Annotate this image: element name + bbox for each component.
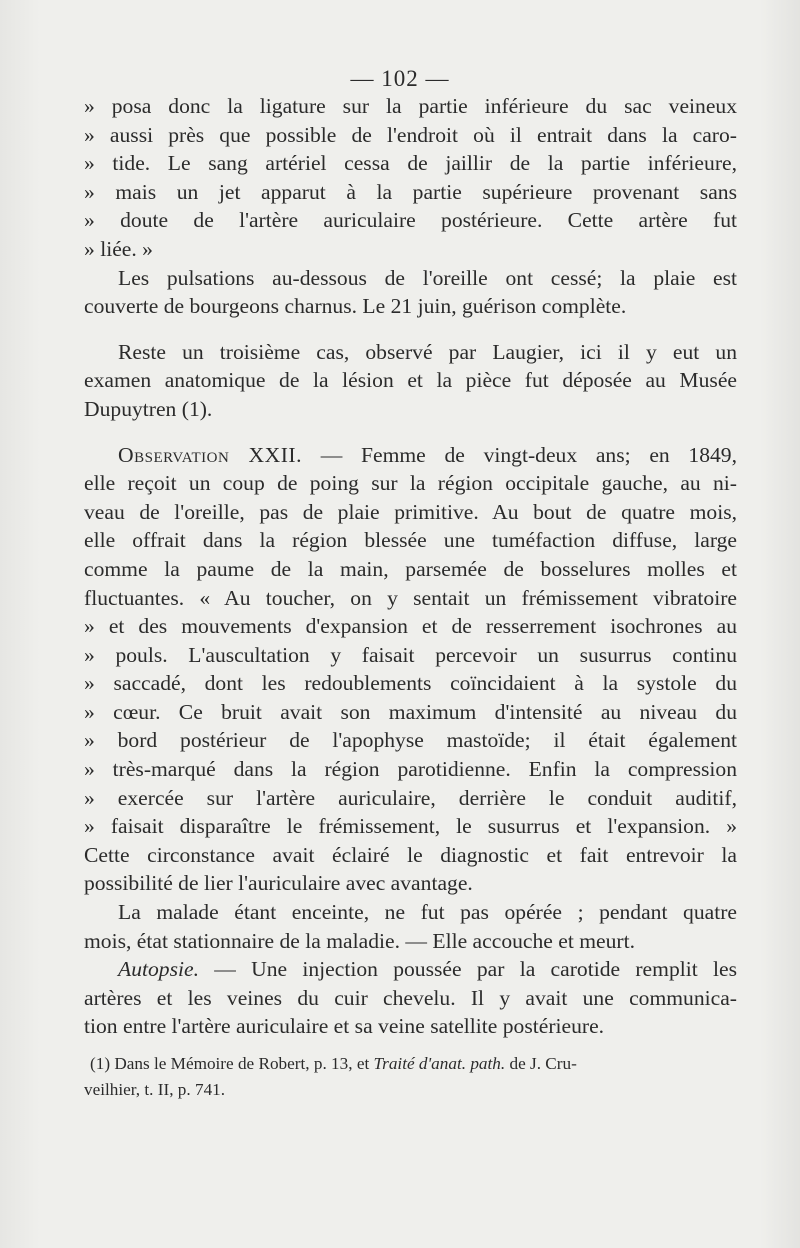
text-line: » saccadé, dont les redoublements coïncidaient à la systole du [84, 671, 737, 696]
text-line: examen anatomique de la lésion et la pièce fut déposée au Musée [84, 368, 737, 393]
text-line [84, 441, 737, 470]
text-line: couverte de bourgeons charnus. Le 21 juin, guérison complète. [84, 294, 627, 319]
text-line: elle offrait dans la région blessée une tuméfaction diffuse, large [84, 528, 737, 553]
page-number: — 102 — [350, 66, 450, 91]
text-line: La malade étant enceinte, ne fut pas opérée ; pendant quatre [118, 900, 737, 925]
text-line: » aussi près que possible de l'endroit où il entrait dans la caro- [84, 122, 737, 147]
autopsy-heading: Autopsie. [118, 957, 199, 982]
footnote [84, 1051, 737, 1103]
text-line: » exercée sur l'artère auriculaire, derrière le conduit auditif, [84, 785, 737, 810]
text-line: » posa donc la ligature sur la partie inférieure du sac veineux [84, 94, 737, 118]
footnote-text: (1) Dans le Mémoire de Robert, p. 13, et [90, 1054, 374, 1073]
text-line: Dupuytren (1). [84, 396, 213, 421]
text-line: veau de l'oreille, pas de plaie primitive. Au bout de quatre mois, [84, 499, 737, 524]
text-line: mois, état stationnaire de la maladie. — Elle accouche et meurt. [84, 928, 636, 953]
paragraph-pulsations [84, 264, 737, 321]
text-line: » très-marqué dans la région parotidienne. Enfin la compression [84, 757, 737, 782]
text-line: possibilité de lier l'auriculaire avec avantage. [84, 871, 473, 896]
text-line: » et des mouvements d'expansion et de resserrement isochrones au [84, 614, 737, 639]
footnote-text: de J. Cru- [505, 1054, 577, 1073]
text-line: » faisait disparaître le frémissement, le susurrus et l'expansion. » [84, 814, 737, 839]
text-line: » cœur. Ce bruit avait son maximum d'intensité au niveau du [84, 699, 737, 724]
text-line: » liée. » [84, 236, 153, 261]
footnote-title: Traité d'anat. path. [373, 1054, 506, 1073]
text-line: Cette circonstance avait éclairé le diagnostic et fait entrevoir la [84, 842, 737, 867]
footnote-line: veilhier, t. II, p. 741. [84, 1080, 226, 1099]
text-line: » pouls. L'auscultation y faisait percevoir un susurrus continu [84, 642, 737, 667]
paragraph-third-case [84, 338, 737, 424]
text-line: Les pulsations au-dessous de l'oreille ont cessé; la plaie est [118, 265, 737, 290]
text-line: Reste un troisième cas, observé par Laugier, ici il y eut un [118, 339, 737, 364]
text-line: » bord postérieur de l'apophyse mastoïde; il était également [84, 728, 737, 753]
body-text [84, 92, 737, 1103]
footnote-line [84, 1051, 737, 1077]
paragraph-quote-continuation [84, 92, 737, 264]
text-line: » mais un jet apparut à la partie supérieure provenant sans [84, 179, 737, 204]
text-line: » tide. Le sang artériel cessa de jaillir de la partie inférieure, [84, 151, 737, 176]
text-line: » doute de l'artère auriculaire postérieure. Cette artère fut [84, 208, 737, 233]
text-span: — Une injection poussée par la carotide remplit les [198, 957, 737, 982]
text-line: tion entre l'artère auriculaire et sa veine satellite postérieure. [84, 1014, 605, 1039]
observation-heading: Observation XXII. [118, 442, 302, 467]
paragraph-autopsy [84, 955, 737, 1041]
text-span: — Femme de vingt-deux ans; en 1849, [301, 442, 737, 467]
paragraph-observation [84, 441, 737, 956]
text-line [84, 955, 737, 984]
text-line: comme la paume de la main, parsemée de bosselures molles et [84, 556, 737, 581]
text-line: elle reçoit un coup de poing sur la région occipitale gauche, au ni- [84, 471, 737, 496]
text-line: fluctuantes. « Au toucher, on y sentait un frémissement vibratoire [84, 585, 737, 610]
text-line: artères et les veines du cuir chevelu. Il y avait une communica- [84, 985, 737, 1010]
